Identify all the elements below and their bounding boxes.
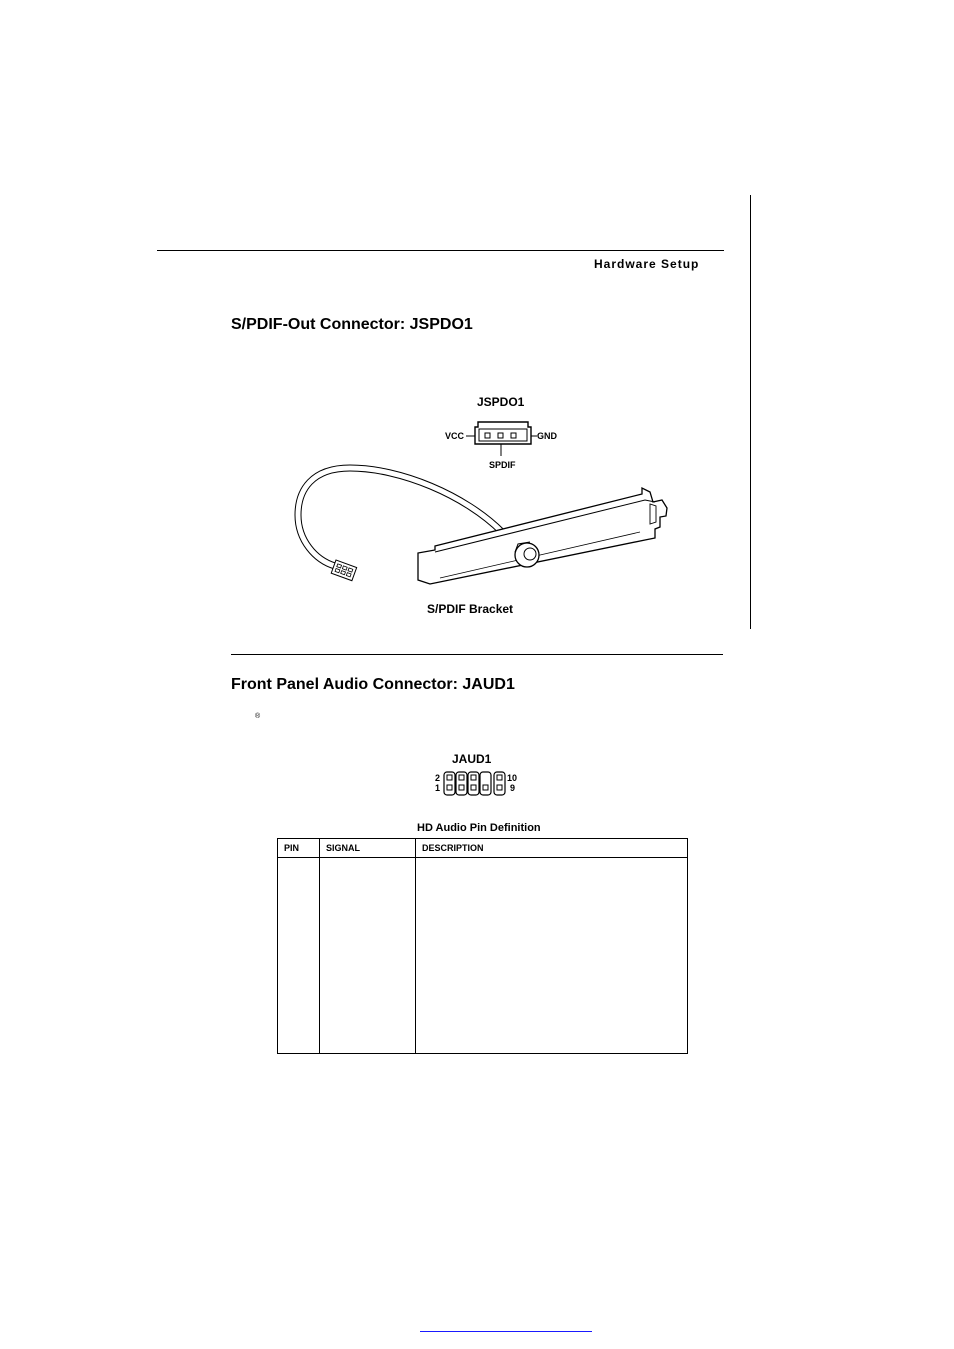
pin-table-title: HD Audio Pin Definition [417, 822, 541, 834]
pin-column-cell [278, 858, 320, 1054]
header-section-title: Hardware Setup [594, 257, 700, 271]
pin-label-gnd: GND [537, 431, 557, 441]
spdif-bracket-illustration [290, 460, 675, 595]
description-column-cell [416, 858, 688, 1054]
column-header-signal: SIGNAL [320, 839, 416, 858]
column-header-pin: PIN [278, 839, 320, 858]
jaud1-label: JAUD1 [452, 752, 492, 766]
pin-label-spdif: SPDIF [489, 460, 516, 470]
signal-column-cell [320, 858, 416, 1054]
jaud1-pin-2: 2 [435, 773, 441, 783]
registered-mark: ® [255, 713, 261, 720]
pin-definition-table [277, 838, 688, 1054]
jaud1-connector-diagram [440, 770, 508, 798]
header-rule [157, 250, 724, 251]
margin-line [750, 195, 751, 629]
table-body-row [278, 858, 688, 1054]
jaud1-pin-9: 9 [510, 783, 516, 793]
spdif-bracket-caption: S/PDIF Bracket [427, 602, 514, 616]
jspdo1-label: JSPDO1 [477, 395, 525, 409]
column-header-description: DESCRIPTION [416, 839, 688, 858]
footer-link[interactable] [420, 1331, 592, 1332]
spdif-section-title: S/PDIF-Out Connector: JSPDO1 [231, 316, 473, 333]
jaud1-pin-1: 1 [435, 783, 441, 793]
pin-label-vcc: VCC [445, 431, 465, 441]
jaud1-pin-10: 10 [507, 773, 518, 783]
section-divider [231, 654, 723, 655]
table-header-row [278, 839, 688, 858]
audio-section-title: Front Panel Audio Connector: JAUD1 [231, 676, 515, 693]
